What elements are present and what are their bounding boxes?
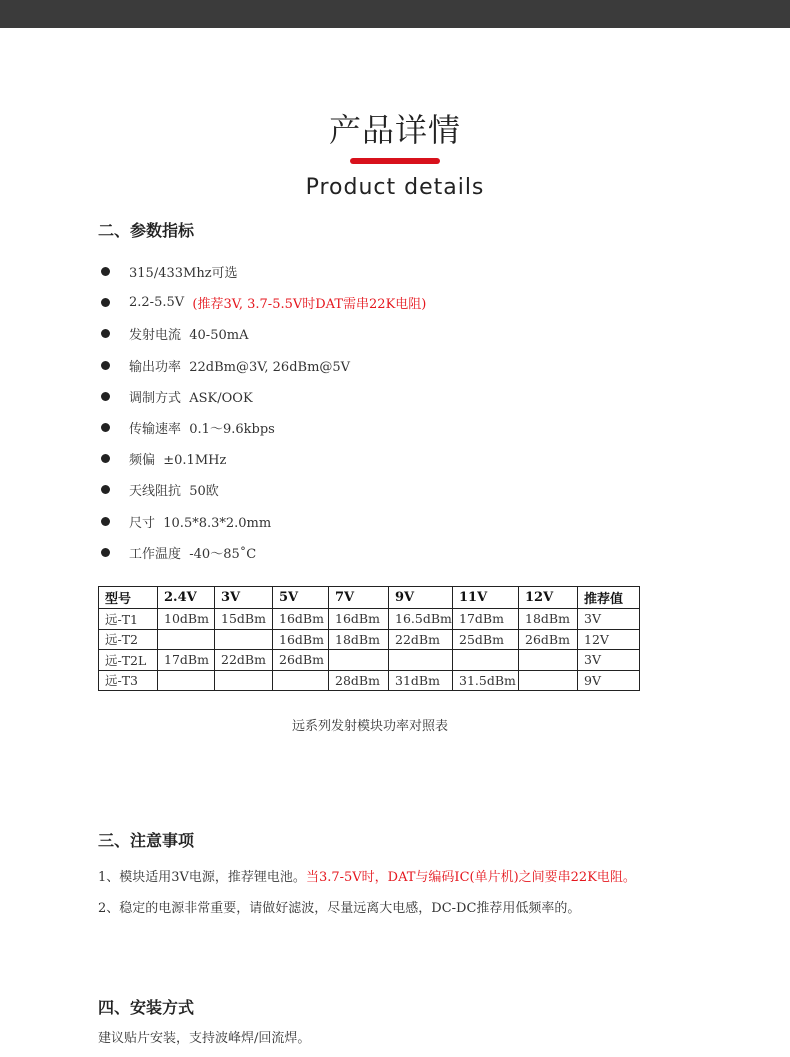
table-cell: [519, 670, 578, 691]
table-header-cell: 7V: [329, 587, 389, 609]
table-row: [99, 629, 640, 650]
spec-item: 输出功率 22dBm@3V, 26dBm@5V: [98, 350, 426, 381]
table-cell: 16dBm: [273, 609, 329, 630]
spec-list: [98, 256, 426, 568]
table-cell: 9V: [578, 670, 640, 691]
page-title: 产品详情: [328, 111, 461, 149]
table-cell: 远-T2L: [99, 650, 158, 671]
table-header-row: [99, 587, 640, 609]
spec-item: 天线阻抗 50欧: [98, 474, 426, 505]
table-row: [99, 650, 640, 671]
table-cell: 17dBm: [453, 609, 519, 630]
table-cell: 远-T1: [99, 609, 158, 630]
table-cell: 10dBm: [158, 609, 215, 630]
table-cell: 18dBm: [329, 629, 389, 650]
table-cell: 28dBm: [329, 670, 389, 691]
bullet-icon: [101, 361, 110, 370]
install-text: 建议贴片安装，支持波峰焊/回流焊。: [98, 1031, 311, 1046]
table-cell: 16dBm: [329, 609, 389, 630]
spec-item: 发射电流 40-50mA: [98, 318, 426, 349]
bullet-icon: [101, 423, 110, 432]
bullet-icon: [101, 548, 110, 557]
title-underline: [350, 158, 440, 164]
table-cell: 3V: [578, 609, 640, 630]
note-line-2: 2、稳定的电源非常重要，请做好滤波，尽量远离大电感，DC-DC推荐用低频率的。: [98, 901, 581, 916]
table-cell: 远-T2: [99, 629, 158, 650]
table-cell: 18dBm: [519, 609, 578, 630]
bullet-icon: [101, 392, 110, 401]
table-cell: 31.5dBm: [453, 670, 519, 691]
page-subtitle: Product details: [305, 175, 485, 200]
install-heading: 四、安装方式: [98, 998, 195, 1017]
top-bar: [0, 0, 790, 28]
bullet-icon: [101, 267, 110, 276]
table-cell: 22dBm: [215, 650, 273, 671]
table-header-cell: 11V: [453, 587, 519, 609]
table-cell: [389, 650, 453, 671]
spec-item: 频偏 ±0.1MHz: [98, 443, 426, 474]
note-warning: 当3.7-5V时，DAT与编码IC(单片机)之间要串22K电阻。: [305, 870, 636, 885]
bullet-icon: [101, 517, 110, 526]
table-cell: 16dBm: [273, 629, 329, 650]
table-row: [99, 609, 640, 630]
bullet-icon: [101, 298, 110, 307]
table-cell: [453, 650, 519, 671]
spec-note: (推荐3V, 3.7-5.5V时DAT需串22K电阻): [192, 297, 427, 313]
table-cell: 3V: [578, 650, 640, 671]
table-cell: [273, 670, 329, 691]
table-cell: 31dBm: [389, 670, 453, 691]
table-cell: [519, 650, 578, 671]
table-cell: 25dBm: [453, 629, 519, 650]
table-header-cell: 推荐值: [578, 587, 640, 609]
bullet-icon: [101, 454, 110, 463]
table-header-cell: 12V: [519, 587, 578, 609]
table-cell: 22dBm: [389, 629, 453, 650]
table-header-cell: 3V: [215, 587, 273, 609]
bullet-icon: [101, 329, 110, 338]
table-cell: [329, 650, 389, 671]
power-table: [98, 586, 640, 691]
table-header-cell: 5V: [273, 587, 329, 609]
table-header-cell: 型号: [99, 587, 158, 609]
table-caption: 远系列发射模块功率对照表: [291, 719, 448, 734]
spec-item: 尺寸 10.5*8.3*2.0mm: [98, 506, 426, 537]
table-cell: 15dBm: [215, 609, 273, 630]
table-cell: [215, 629, 273, 650]
table-cell: 16.5dBm: [389, 609, 453, 630]
spec-item: 315/433Mhz可选: [98, 256, 426, 287]
spec-item: 传输速率 0.1～9.6kbps: [98, 412, 426, 443]
table-cell: 26dBm: [519, 629, 578, 650]
table-cell: 远-T3: [99, 670, 158, 691]
notes-heading: 三、注意事项: [98, 831, 195, 850]
params-heading: 二、参数指标: [98, 221, 195, 240]
table-cell: [215, 670, 273, 691]
bullet-icon: [101, 485, 110, 494]
table-cell: [158, 670, 215, 691]
spec-item: 调制方式 ASK/OOK: [98, 381, 426, 412]
note-line-1: 1、模块适用3V电源，推荐锂电池。当3.7-5V时，DAT与编码IC(单片机)之间要串22K电阻。: [98, 870, 636, 885]
table-header-cell: 9V: [389, 587, 453, 609]
table-header-cell: 2.4V: [158, 587, 215, 609]
table-cell: 12V: [578, 629, 640, 650]
table-row: [99, 670, 640, 691]
table-cell: 17dBm: [158, 650, 215, 671]
table-cell: [158, 629, 215, 650]
spec-item: 工作温度 -40～85˚C: [98, 537, 426, 568]
table-cell: 26dBm: [273, 650, 329, 671]
spec-item: 2.2-5.5V (推荐3V, 3.7-5.5V时DAT需串22K电阻): [98, 287, 426, 318]
